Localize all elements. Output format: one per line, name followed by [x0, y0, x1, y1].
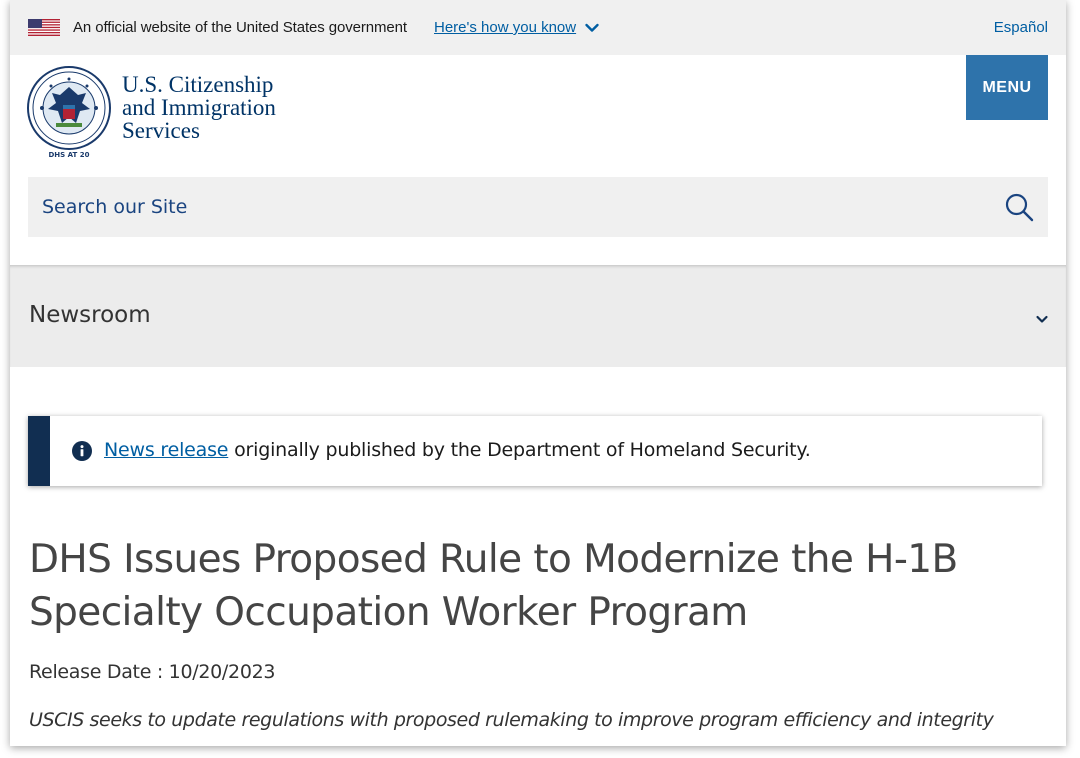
- us-flag-icon: [28, 19, 60, 36]
- info-icon: [72, 441, 92, 461]
- menu-button[interactable]: MENU: [966, 55, 1048, 120]
- info-alert: [28, 416, 1042, 486]
- section-nav-newsroom[interactable]: [10, 265, 1066, 367]
- article-subtitle: USCIS seeks to update regulations with proposed rulemaking to improve program efficiency and integrity: [29, 709, 994, 731]
- language-link-espanol[interactable]: Español: [993, 19, 1048, 36]
- release-date: [29, 661, 275, 683]
- dhs-seal-logo[interactable]: [26, 65, 112, 159]
- agency-name[interactable]: [122, 73, 276, 142]
- search-input[interactable]: [28, 177, 988, 237]
- heres-how-you-know-link[interactable]: Here's how you know: [434, 19, 577, 36]
- site-search: [28, 177, 1048, 237]
- browser-frame: [10, 0, 1066, 746]
- alert-message-text: originally published by the Department of Homeland Security.: [228, 439, 811, 461]
- agency-name-line-3: Services: [122, 118, 200, 143]
- chevron-down-icon[interactable]: [584, 20, 600, 36]
- agency-name-line-1: U.S. Citizenship: [122, 72, 274, 97]
- page-title: DHS Issues Proposed Rule to Modernize the H-1B Specialty Occupation Worker Program: [29, 537, 958, 635]
- gov-banner: [10, 0, 1066, 55]
- release-date-value: 10/20/2023: [168, 661, 276, 683]
- gov-banner-text: An official website of the United States government: [73, 19, 407, 36]
- seal-caption: DHS AT 20: [48, 151, 90, 159]
- chevron-down-icon[interactable]: [1035, 312, 1049, 326]
- release-date-label: Release Date :: [29, 661, 169, 683]
- section-nav-label: Newsroom: [29, 302, 151, 328]
- alert-message: [104, 439, 811, 461]
- alert-accent-bar: [28, 416, 50, 486]
- agency-name-line-2: and Immigration: [122, 95, 276, 120]
- search-icon[interactable]: [1004, 192, 1034, 222]
- news-release-link[interactable]: News release: [104, 439, 229, 461]
